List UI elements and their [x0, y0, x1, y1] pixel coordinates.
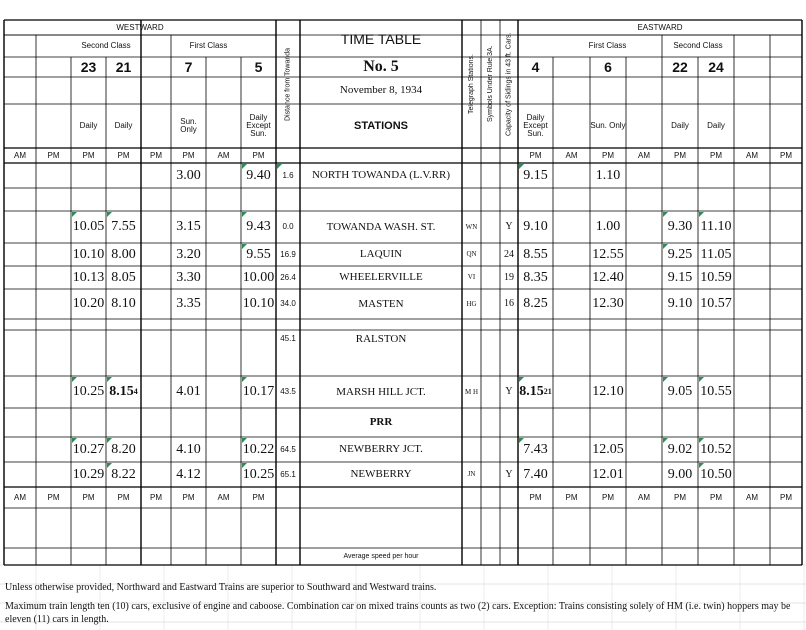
time-cell [241, 376, 276, 408]
time-cell [241, 163, 276, 188]
time-value: 10.55 [700, 384, 732, 399]
time-cell [171, 408, 206, 437]
eastward-heading: EASTWARD [637, 22, 683, 32]
footnote-ref: 21 [543, 387, 552, 396]
time-value: 8.55 [523, 246, 548, 262]
distance-cell: 65.1 [280, 469, 296, 479]
symbol-cell [481, 266, 500, 289]
distance-cell: 26.4 [280, 272, 296, 282]
time-cell [171, 437, 206, 462]
ampm-label: PM [602, 492, 614, 502]
distance-cell: 16.9 [280, 249, 296, 259]
daily-label: Daily [707, 121, 725, 130]
distance-cell [276, 408, 300, 437]
symbol-cell [481, 376, 500, 408]
time-value: 8.10 [111, 296, 136, 311]
time-cell [71, 408, 106, 437]
telegraph-cell: VI [467, 273, 476, 281]
ampm-label: PM [150, 150, 162, 160]
time-table-title: TIME TABLE [340, 30, 422, 47]
time-cell [590, 289, 626, 319]
station-name: TOWANDA WASH. ST. [326, 220, 436, 233]
ampm-label: PM [150, 492, 162, 502]
timetable-number: No. 5 [363, 58, 399, 75]
ampm-label: PM [252, 492, 265, 502]
time-value: 3.15 [176, 219, 201, 234]
time-cell [590, 163, 626, 188]
west-train-number: 5 [254, 59, 263, 75]
ampm-label: AM [14, 150, 26, 160]
station-name: NEWBERRY JCT. [339, 443, 423, 455]
west-second-class: Second Class [81, 41, 131, 50]
east-first-class: First Class [588, 41, 627, 50]
time-cell [662, 408, 698, 437]
time-cell [106, 437, 141, 462]
daily-label: Daily [114, 121, 133, 130]
capacity-cell [500, 408, 518, 437]
time-cell [241, 243, 276, 266]
distance-cell: 0.0 [282, 222, 294, 231]
ampm-label: AM [565, 150, 578, 160]
time-cell [71, 376, 106, 408]
station-name: NORTH TOWANDA (L.V.RR) [311, 169, 451, 181]
time-cell [518, 266, 553, 289]
time-value: 10.13 [72, 269, 105, 285]
time-cell [171, 266, 206, 289]
telegraph-cell: WN [465, 222, 478, 231]
telegraph-cell: HG [466, 299, 477, 308]
time-value: 9.15 [667, 269, 693, 285]
time-value: 8.00 [111, 246, 136, 262]
time-value: 9.05 [667, 384, 693, 399]
time-cell [518, 243, 553, 266]
time-cell [518, 163, 553, 188]
time-cell [698, 211, 734, 243]
time-cell [71, 437, 106, 462]
time-cell [171, 211, 206, 243]
time-value: 10.10 [242, 296, 275, 311]
ampm-label: PM [602, 150, 614, 160]
time-cell [698, 376, 734, 408]
capacity-cell: 16 [504, 298, 514, 309]
daily-except-sun-label: Daily Except Sun. [246, 113, 271, 138]
sun-only-label: Sun. Only [180, 117, 197, 134]
time-cell [698, 437, 734, 462]
time-value: 7.43 [523, 441, 548, 457]
capacity-cell: Y [505, 386, 513, 397]
time-value: 10.25 [242, 466, 275, 482]
telegraph-cell [462, 163, 481, 188]
telegraph-cell [462, 437, 481, 462]
time-value: 8.15 [109, 384, 134, 399]
time-cell [590, 243, 626, 266]
time-value: 1.00 [595, 219, 621, 234]
east-second-class: Second Class [673, 41, 723, 50]
capacity-cell [500, 319, 518, 359]
telegraph-heading: Telegraph Stations. [468, 54, 475, 114]
ampm-label: PM [47, 150, 60, 160]
ampm-label: PM [529, 492, 542, 502]
time-cell [518, 408, 553, 437]
time-cell [241, 437, 276, 462]
ampm-label: AM [217, 150, 230, 160]
time-value: 10.17 [242, 384, 275, 399]
time-cell [590, 319, 626, 359]
ampm-label: AM [746, 150, 758, 160]
capacity-cell: 19 [504, 271, 514, 283]
time-value: 3.30 [176, 269, 201, 285]
time-value: 9.40 [246, 167, 271, 183]
time-value: 1.10 [595, 167, 621, 183]
time-cell [698, 266, 734, 289]
time-cell [518, 319, 553, 359]
station-name: PRR [369, 416, 393, 428]
time-cell [71, 163, 106, 188]
time-value: 7.40 [523, 466, 548, 482]
time-value: 9.10 [667, 296, 693, 311]
ampm-label: AM [217, 492, 230, 502]
daily-except-sun-label: Daily Except Sun. [523, 113, 548, 138]
time-cell [241, 266, 276, 289]
time-cell [698, 462, 734, 487]
distance-cell: 1.6 [282, 170, 294, 180]
time-cell [662, 243, 698, 266]
time-value: 10.52 [700, 441, 732, 457]
symbol-cell [481, 163, 500, 188]
station-name: MARSH HILL JCT. [336, 385, 426, 398]
symbol-cell [481, 408, 500, 437]
time-cell [590, 462, 626, 487]
time-value: 9.43 [246, 219, 271, 234]
time-cell [590, 437, 626, 462]
time-cell [590, 266, 626, 289]
time-value: 3.35 [176, 296, 201, 311]
telegraph-cell: JN [467, 470, 476, 478]
time-value: 9.30 [667, 219, 693, 234]
capacity-cell: Y [505, 221, 513, 232]
time-cell [106, 266, 141, 289]
station-name: NEWBERRY [350, 468, 412, 480]
time-cell [698, 319, 734, 359]
time-cell [71, 289, 106, 319]
capacity-cell: Y [505, 468, 513, 480]
time-cell [662, 376, 698, 408]
ampm-label: AM [638, 150, 650, 160]
time-value: 8.15 [519, 384, 544, 399]
ampm-label: PM [117, 492, 130, 502]
time-cell [171, 289, 206, 319]
time-value: 10.29 [72, 466, 105, 482]
east-train-number: 6 [604, 59, 612, 75]
symbol-cell [481, 437, 500, 462]
time-value: 4.10 [176, 441, 201, 457]
symbol-cell [481, 319, 500, 359]
stations-heading: STATIONS [354, 119, 408, 132]
ampm-label: PM [710, 150, 722, 160]
time-cell [241, 408, 276, 437]
time-cell [518, 437, 553, 462]
time-cell [171, 243, 206, 266]
westward-heading: WESTWARD [116, 22, 164, 32]
time-value: 10.10 [72, 246, 105, 262]
time-value: 10.20 [72, 296, 105, 311]
time-value: 11.10 [700, 219, 732, 234]
time-cell [241, 211, 276, 243]
time-value: 10.50 [700, 466, 732, 482]
time-value: 12.30 [592, 296, 624, 311]
symbol-cell [481, 462, 500, 487]
time-value: 9.25 [667, 246, 693, 262]
east-train-number: 22 [672, 59, 688, 75]
time-cell [662, 289, 698, 319]
time-value: 10.27 [72, 441, 105, 457]
time-cell [590, 408, 626, 437]
ampm-label: PM [565, 492, 578, 502]
time-value: 12.40 [592, 269, 624, 285]
distance-heading: Distance from Towanda [284, 47, 292, 121]
time-value: 9.55 [246, 246, 271, 262]
note-train-length: Maximum train length ten (10) cars, exclusive of engine and caboose. Combination car on mixed trains counts as two (2) cars. Exception: Trains consisting solely of HM (i.e. twin) hoppers may be eleven (11) cars in length. [5, 601, 791, 625]
symbols-heading: Symbols Under Rule 3A. [487, 45, 494, 123]
footnote-ref: 4 [133, 387, 138, 396]
time-value: 9.02 [667, 441, 693, 457]
time-cell [71, 243, 106, 266]
west-first-class: First Class [189, 41, 228, 50]
ampm-label: AM [14, 492, 26, 502]
ampm-label: PM [674, 150, 686, 160]
time-value: 10.59 [700, 269, 732, 285]
time-value: 3.00 [176, 167, 201, 183]
time-cell [241, 462, 276, 487]
time-cell [106, 163, 141, 188]
time-cell [662, 462, 698, 487]
east-train-number: 24 [708, 59, 724, 75]
time-cell [106, 211, 141, 243]
time-cell [518, 211, 553, 243]
sun-only-label: Sun. Only [590, 121, 626, 130]
ampm-label: PM [182, 492, 195, 502]
time-cell [171, 163, 206, 188]
telegraph-cell: QN [466, 250, 477, 258]
time-value: 9.00 [667, 466, 693, 482]
ampm-label: AM [746, 492, 758, 502]
time-value: 8.25 [523, 296, 548, 311]
time-cell [171, 319, 206, 359]
time-cell [106, 319, 141, 359]
time-cell [698, 163, 734, 188]
time-cell [698, 408, 734, 437]
time-cell [241, 319, 276, 359]
time-value: 12.01 [592, 466, 624, 482]
daily-label: Daily [79, 121, 98, 130]
time-cell [106, 289, 141, 319]
time-value: 12.05 [592, 441, 624, 457]
average-speed-label: Average speed per hour [343, 553, 419, 560]
time-cell [71, 462, 106, 487]
time-value: 8.20 [111, 441, 136, 457]
time-value: 4.01 [176, 384, 201, 399]
time-value: 10.57 [700, 296, 732, 311]
time-cell [171, 376, 206, 408]
time-cell [662, 211, 698, 243]
daily-label: Daily [671, 121, 689, 130]
time-cell [662, 266, 698, 289]
time-cell [518, 376, 553, 408]
capacity-cell [500, 437, 518, 462]
ampm-label: PM [710, 492, 722, 502]
time-cell [71, 211, 106, 243]
time-cell [71, 319, 106, 359]
station-name: LAQUIN [359, 248, 403, 260]
ampm-label: PM [182, 150, 195, 160]
ampm-label: PM [82, 150, 95, 160]
time-cell [698, 289, 734, 319]
capacity-cell: 24 [504, 248, 514, 260]
time-cell [662, 437, 698, 462]
ampm-label: PM [47, 492, 60, 502]
symbol-cell [481, 211, 500, 243]
time-value: 9.15 [523, 167, 548, 183]
time-value: 12.55 [592, 246, 624, 262]
time-cell [106, 408, 141, 437]
time-cell [698, 243, 734, 266]
station-name: MASTEN [358, 297, 404, 310]
time-cell [106, 376, 141, 408]
time-value: 10.05 [72, 219, 105, 234]
symbol-cell [481, 243, 500, 266]
time-cell [171, 462, 206, 487]
telegraph-cell [462, 319, 481, 359]
distance-cell: 34.0 [280, 299, 296, 308]
time-cell [106, 243, 141, 266]
timetable-date: November 8, 1934 [339, 84, 423, 96]
ampm-label: PM [674, 492, 686, 502]
capacity-heading: Capacity of Sidings in 43 ft. Cars. [505, 32, 513, 136]
time-cell [590, 211, 626, 243]
time-value: 10.25 [72, 384, 105, 399]
time-value: 7.55 [111, 219, 136, 234]
note-superiority: Unless otherwise provided, Northward and Eastward Trains are superior to Southward and Westward trains. [5, 582, 437, 593]
symbol-cell [481, 289, 500, 319]
station-name: RALSTON [355, 332, 407, 345]
time-value: 4.12 [176, 466, 201, 482]
time-value: 8.22 [111, 466, 136, 482]
time-value: 12.10 [592, 384, 624, 399]
time-value: 8.35 [523, 269, 548, 285]
east-train-number: 4 [531, 59, 540, 75]
time-cell [662, 163, 698, 188]
west-train-number: 7 [184, 59, 193, 75]
time-value: 8.05 [111, 269, 136, 285]
time-cell [518, 462, 553, 487]
ampm-label: PM [117, 150, 130, 160]
time-cell [662, 319, 698, 359]
time-cell [71, 266, 106, 289]
time-value: 10.00 [242, 269, 275, 285]
ampm-label: PM [529, 150, 542, 160]
time-cell [106, 462, 141, 487]
time-cell [241, 289, 276, 319]
ampm-label: AM [638, 492, 650, 502]
time-value: 11.05 [700, 246, 732, 262]
west-train-number: 21 [115, 59, 132, 75]
time-value: 10.22 [242, 441, 275, 457]
time-value: 3.20 [176, 246, 201, 262]
ampm-label: PM [252, 150, 265, 160]
distance-cell: 64.5 [280, 444, 296, 454]
time-cell [590, 376, 626, 408]
distance-cell: 45.1 [280, 334, 296, 343]
telegraph-cell: M H [464, 387, 479, 396]
ampm-label: PM [780, 150, 792, 160]
telegraph-cell [462, 408, 481, 437]
ampm-label: PM [780, 492, 792, 502]
time-value: 9.10 [523, 219, 548, 234]
station-name: WHEELERVILLE [339, 271, 423, 283]
time-cell [518, 289, 553, 319]
capacity-cell [500, 163, 518, 188]
west-train-number: 23 [80, 59, 97, 75]
ampm-label: PM [82, 492, 95, 502]
distance-cell: 43.5 [280, 387, 296, 396]
